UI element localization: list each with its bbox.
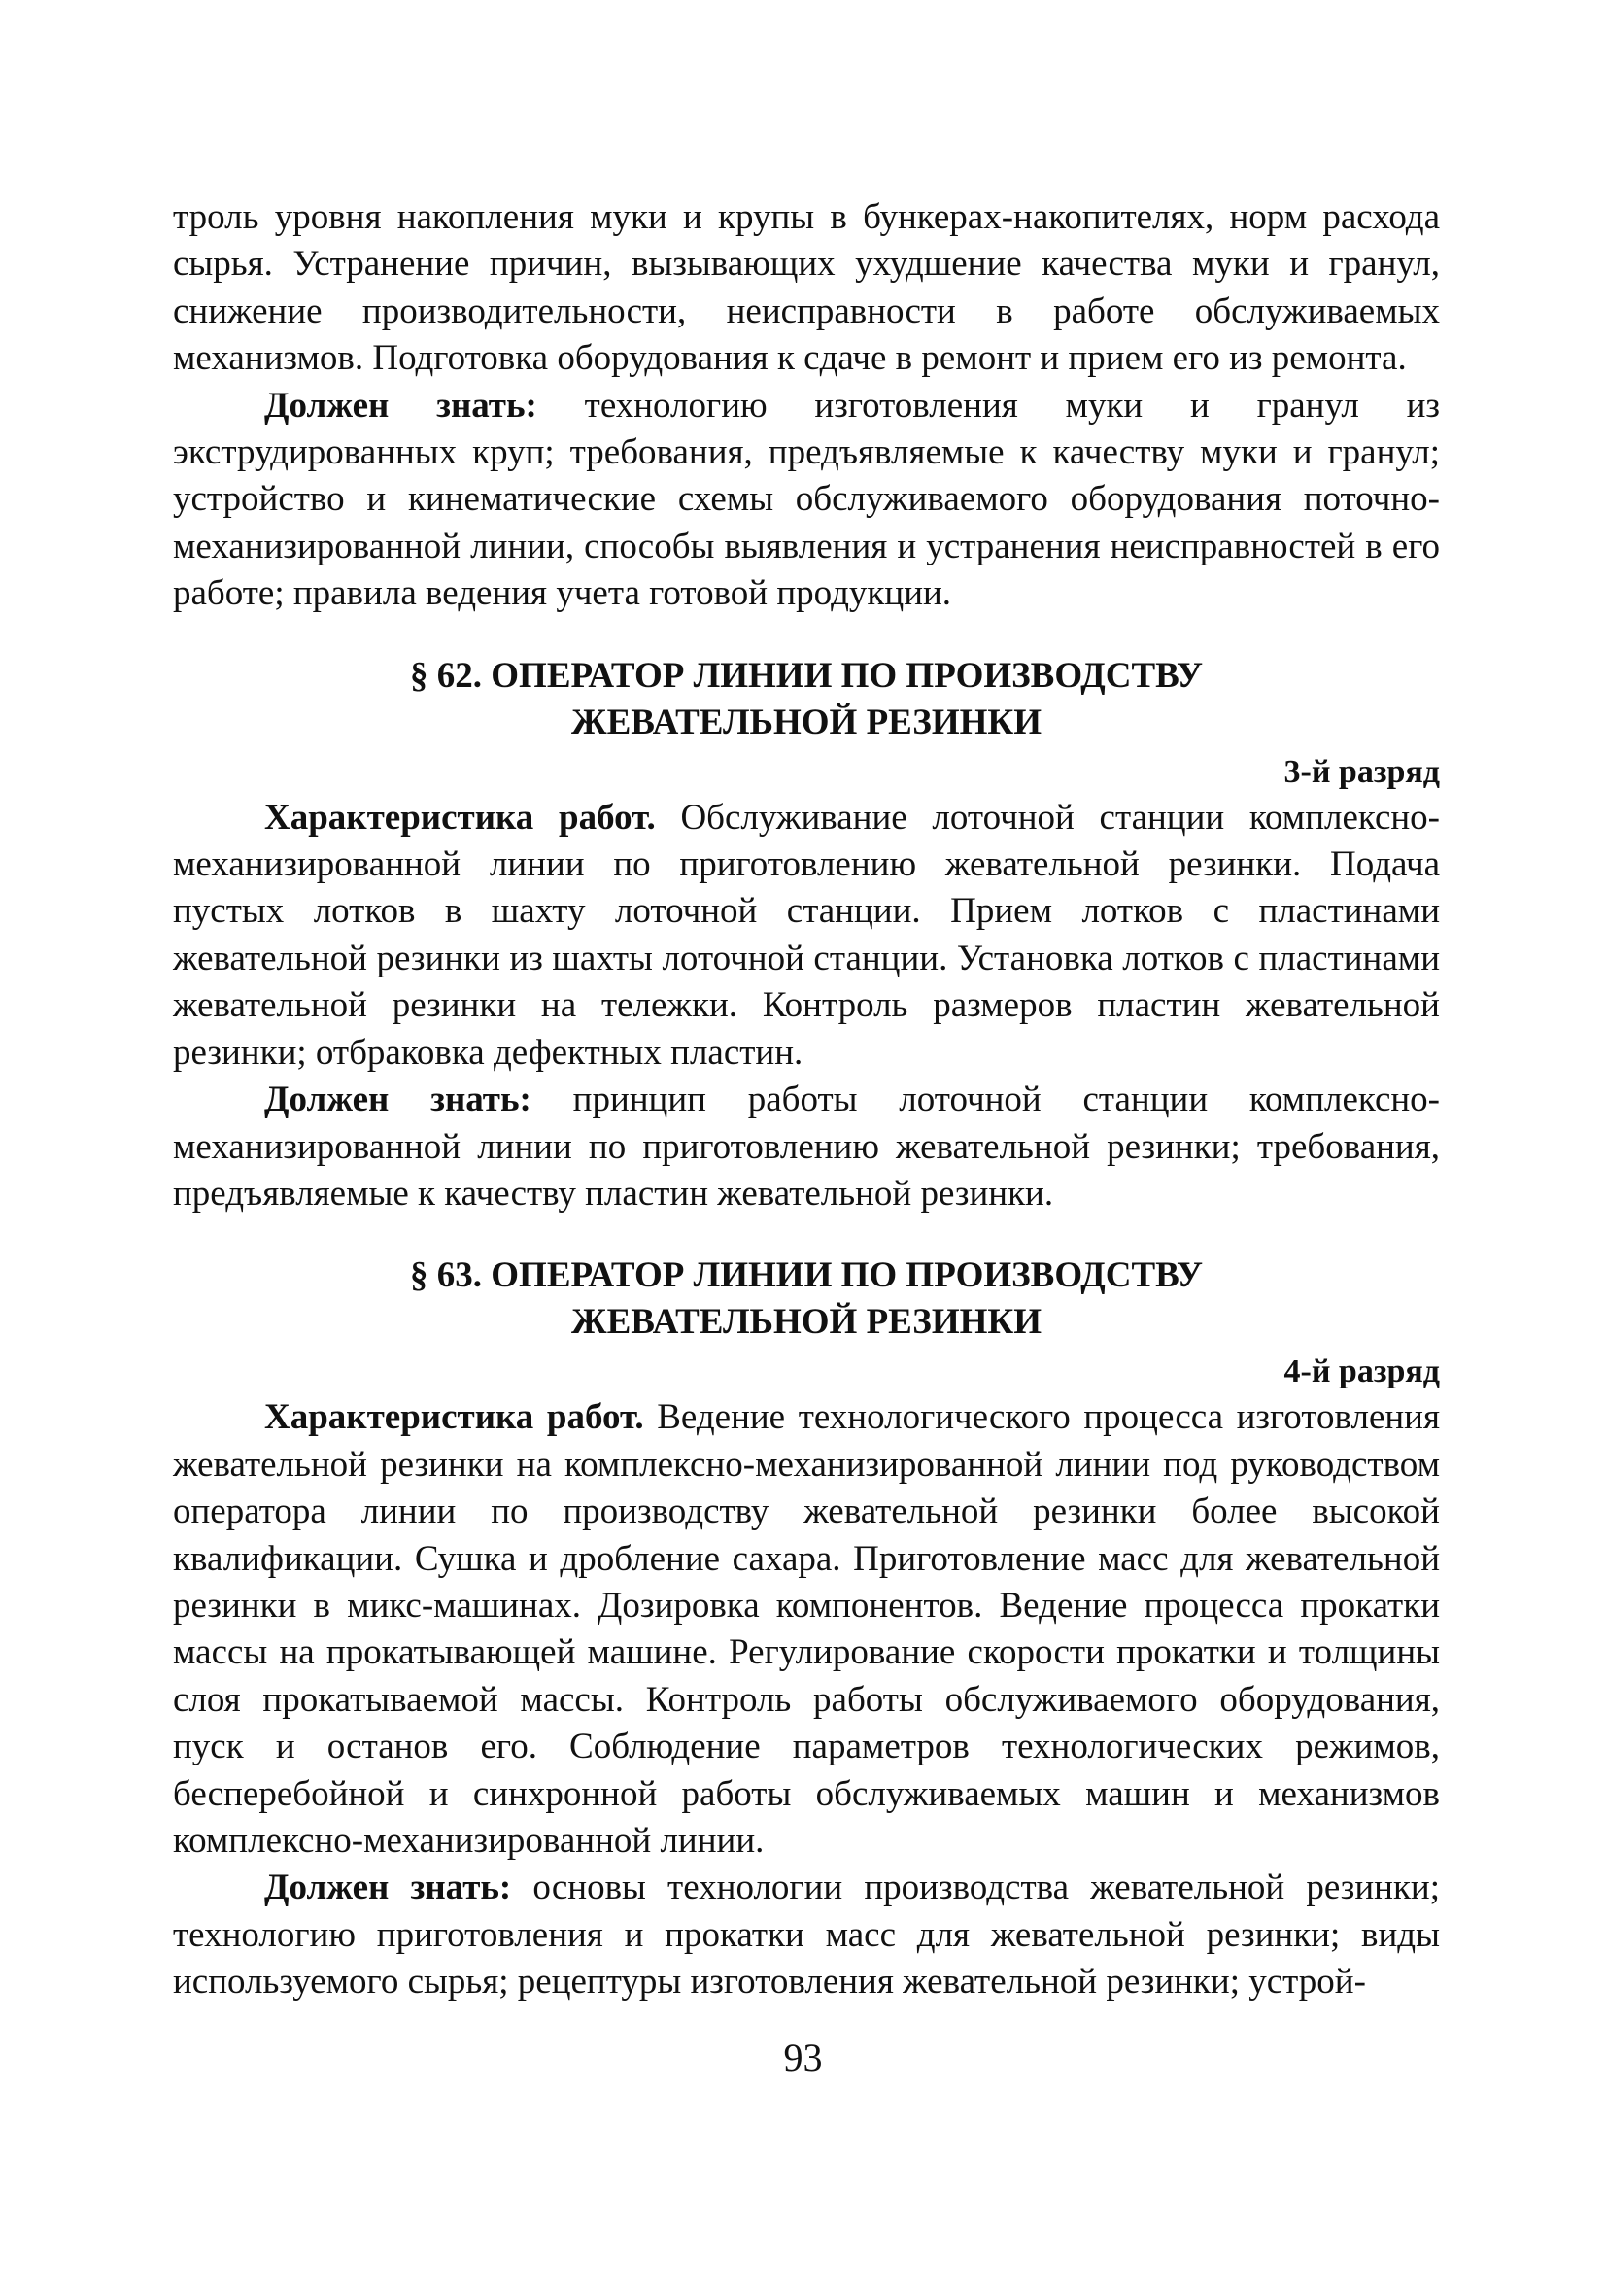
page-number: 93 (783, 2036, 823, 2079)
knowledge-label: Должен знать: (264, 385, 537, 426)
work-label: Характеристика работ. (264, 797, 656, 838)
work-label: Характеристика работ. (264, 1397, 644, 1438)
intro-paragraph (173, 194, 1440, 383)
section-62-heading (173, 653, 1440, 746)
section-63-knowledge-paragraph (173, 1865, 1440, 2005)
section-63-heading (173, 1252, 1440, 1346)
section-63-heading-line2: ЖЕВАТЕЛЬНОЙ РЕЗИНКИ (571, 1302, 1042, 1343)
section-62-heading-line2: ЖЕВАТЕЛЬНОЙ РЕЗИНКИ (571, 702, 1042, 742)
section-63-grade: 4-й разряд (1283, 1354, 1440, 1390)
section-62-knowledge-paragraph (173, 1077, 1440, 1217)
section-62-heading-line1: § 62. ОПЕРАТОР ЛИНИИ ПО ПРОИЗВОДСТВУ (410, 655, 1203, 696)
knowledge-text: основы технологии производства жевательной резинки; технологию приготовления и прокатки масс для жевательной резинки; виды используемого сырья; рецептуры изготовления жевательной резинки; устрой- (173, 1868, 1440, 2003)
section-62-grade: 3-й разряд (1283, 753, 1440, 790)
knowledge-text: принцип работы лоточной станции комплексно-механизированной линии по приготовлению жевательной резинки; требования, предъявляемые к качеству пластин жевательной резинки. (173, 1079, 1440, 1214)
intro-text: троль уровня накопления муки и крупы в бункерах-накопителях, норм расхода сырья. Устранение причин, вызывающих ухудшение качества муки и гранул, снижение производительности, неисправности в работе обслуживаемых механизмов. Подготовка оборудования к сдаче в ремонт и прием его из ремонта. (173, 197, 1440, 379)
knowledge-label: Должен знать: (264, 1868, 512, 1908)
text-column (173, 194, 1440, 2006)
intro-knowledge-paragraph (173, 383, 1440, 618)
section-63-heading-line1: § 63. ОПЕРАТОР ЛИНИИ ПО ПРОИЗВОДСТВУ (410, 1255, 1203, 1296)
knowledge-label: Должен знать: (264, 1079, 531, 1120)
work-text: Обслуживание лоточной станции комплексно-механизированной линии по приготовлению жевательной резинки. Подача пустых лотков в шахту лоточной станции. Прием лотков с пластинами жевательной резинки из шахты лоточной станции. Установка лотков с пластинами жевательной резинки на тележки. Контроль размеров пластин жевательной резинки; отбраковка дефектных пластин. (173, 797, 1440, 1073)
knowledge-text: технологию изготовления муки и гранул из экструдированных круп; требования, предъявляемые к качеству муки и гранул; устройство и кинематические схемы обслуживаемого оборудования поточно-механизированной линии, способы выявления и устранения неисправностей в его работе; правила ведения учета готовой продукции. (173, 385, 1440, 614)
work-text: Ведение технологического процесса изготовления жевательной резинки на комплексно-механизированной линии под руководством оператора линии по производству жевательной резинки более высокой квалификации. Сушка и дробление сахара. Приготовление масс для жевательной резинки в микс-машинах. Дозировка компонентов. Ведение процесса прокатки массы на прокатывающей машине. Регулирование скорости прокатки и толщины слоя прокатываемой массы. Контроль работы обслуживаемого оборудования, пуск и останов его. Соблюдение параметров технологических режимов, бесперебойной и синхронной работы обслуживаемых машин и механизмов комплексно-механизированной линии. (173, 1397, 1440, 1861)
section-63-work-paragraph (173, 1394, 1440, 1865)
section-62-work-paragraph (173, 795, 1440, 1077)
